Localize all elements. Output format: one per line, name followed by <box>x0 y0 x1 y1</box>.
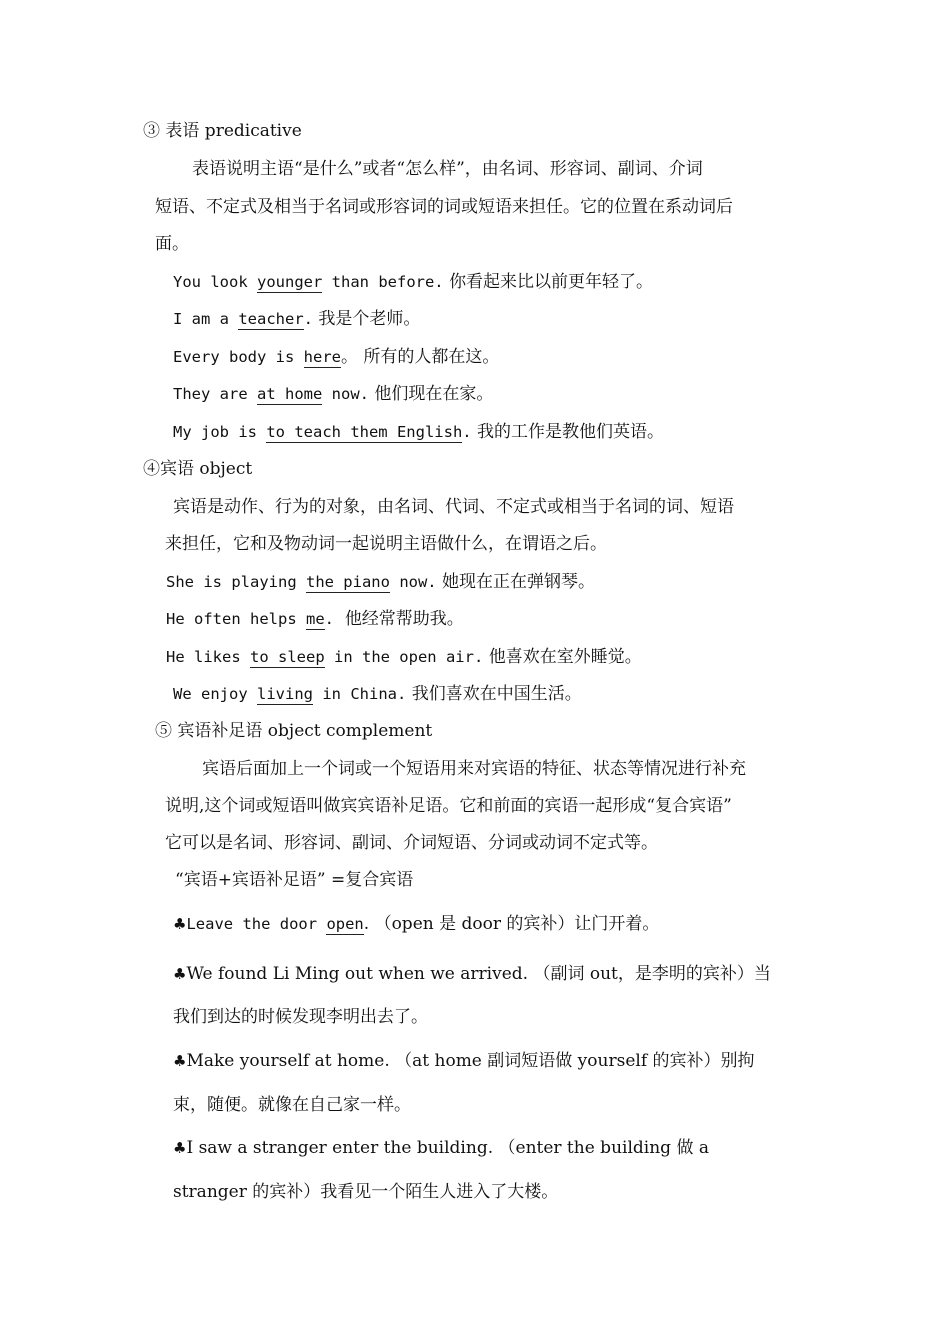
example-text: They are <box>173 385 257 403</box>
object-example <box>166 607 464 631</box>
example-translation: 我是个老师。 <box>318 309 421 329</box>
example-text: . <box>462 423 472 441</box>
example-text: You look <box>173 273 257 291</box>
example-translation: 他经常帮助我。 <box>344 609 464 629</box>
club-bullet-icon: ♣ <box>173 965 187 983</box>
object-example <box>173 682 582 706</box>
predicative-example <box>173 307 420 331</box>
example-translation: 我们喜欢在中国生活。 <box>411 684 582 704</box>
complement-desc-line-2: 说明,这个词或短语叫做宾宾语补足语。它和前面的宾语一起形成“复合宾语” <box>165 796 732 816</box>
example-translation: 他喜欢在室外睡觉。 <box>488 647 642 667</box>
example-translation: 你看起来比以前更年轻了。 <box>449 272 654 292</box>
example-text: . <box>324 610 334 628</box>
object-desc-line-2: 来担任，它和及物动词一起说明主语做什么，在谓语之后。 <box>165 534 607 554</box>
example-translation: 所有的人都在这。 <box>363 347 500 367</box>
example-text: My job is <box>173 423 267 441</box>
underlined-predicative: to teach them English <box>266 423 463 441</box>
example-text: in the open air. <box>324 648 484 666</box>
complement-example-continuation: 我们到达的时候发现李明出去了。 <box>173 1007 428 1027</box>
complement-example <box>173 962 771 986</box>
predicative-desc-line-2: 短语、不定式及相当于名词或形容词的词或短语来担任。它的位置在系动词后 <box>155 197 733 217</box>
underlined-predicative: teacher <box>238 310 304 328</box>
complement-desc-line-3: 它可以是名词、形容词、副词、介词短语、分词或动词不定式等。 <box>165 833 658 853</box>
example-text: . （open 是 door 的宾补）让门开着。 <box>363 914 660 934</box>
example-text: We enjoy <box>173 685 257 703</box>
example-text: Leave the door <box>186 915 327 933</box>
object-desc-line-1: 宾语是动作、行为的对象，由名词、代词、不定式或相当于名词的词、短语 <box>173 497 734 517</box>
example-text: She is playing <box>166 573 306 591</box>
example-text: He likes <box>166 648 250 666</box>
complement-example <box>173 912 659 936</box>
underlined-predicative: younger <box>257 273 323 291</box>
complement-example <box>173 1049 755 1073</box>
underlined-predicative: at home <box>257 385 323 403</box>
example-translation: 他们现在在家。 <box>374 384 494 404</box>
section-heading-complement: ⑤ 宾语补足语 object complement <box>155 721 433 741</box>
complement-example-continuation: stranger 的宾补）我看见一个陌生人进入了大楼。 <box>173 1182 559 1202</box>
example-text: now. <box>389 573 437 591</box>
example-text: now. <box>322 385 369 403</box>
example-text: 。 <box>340 347 358 367</box>
complement-desc-line-1: 宾语后面加上一个词或一个短语用来对宾语的特征、状态等情况进行补充 <box>202 759 746 779</box>
underlined-object: me <box>305 610 325 628</box>
example-text: We found Li Ming out when we arrived. （副词 out，是李明的宾补）当 <box>186 964 771 984</box>
club-bullet-icon: ♣ <box>173 1052 187 1070</box>
example-text: than before. <box>322 273 444 291</box>
predicative-example <box>173 420 664 444</box>
club-bullet-icon: ♣ <box>173 1139 187 1157</box>
example-translation: 她现在正在弹钢琴。 <box>442 572 596 592</box>
underlined-predicative: here <box>303 348 341 366</box>
example-text: . <box>303 310 313 328</box>
underlined-complement: open <box>326 915 364 933</box>
section-heading-object <box>143 457 252 481</box>
complement-example-continuation: 束，随便。就像在自己家一样。 <box>173 1095 411 1115</box>
underlined-object: to sleep <box>250 648 325 666</box>
example-text: Every body is <box>173 348 304 366</box>
complement-example <box>173 1136 709 1160</box>
example-text: Make yourself at home. （at home 副词短语做 yourself 的宾补）别拘 <box>186 1051 755 1071</box>
object-example <box>166 645 642 669</box>
section-heading-predicative: ③ 表语 predicative <box>143 121 302 141</box>
underlined-object: the piano <box>305 573 390 591</box>
predicative-example <box>173 345 499 369</box>
example-text: I saw a stranger enter the building. （enter the building 做 a <box>186 1138 709 1158</box>
predicative-example <box>173 270 653 294</box>
example-text: in China. <box>313 685 407 703</box>
club-bullet-icon: ♣ <box>173 915 187 933</box>
predicative-desc-line-1: 表语说明主语“是什么”或者“怎么样”，由名词、形容词、副词、介词 <box>192 159 703 179</box>
underlined-object: living <box>257 685 313 703</box>
object-example <box>166 570 595 594</box>
example-text: He often helps <box>166 610 306 628</box>
predicative-example <box>173 382 493 406</box>
heading-text: ④宾语 object <box>143 459 253 479</box>
example-translation: 我的工作是教他们英语。 <box>477 422 665 442</box>
predicative-desc-line-3: 面。 <box>155 234 189 254</box>
complement-formula: “宾语+宾语补足语” =复合宾语 <box>175 870 414 890</box>
example-text: I am a <box>173 310 239 328</box>
